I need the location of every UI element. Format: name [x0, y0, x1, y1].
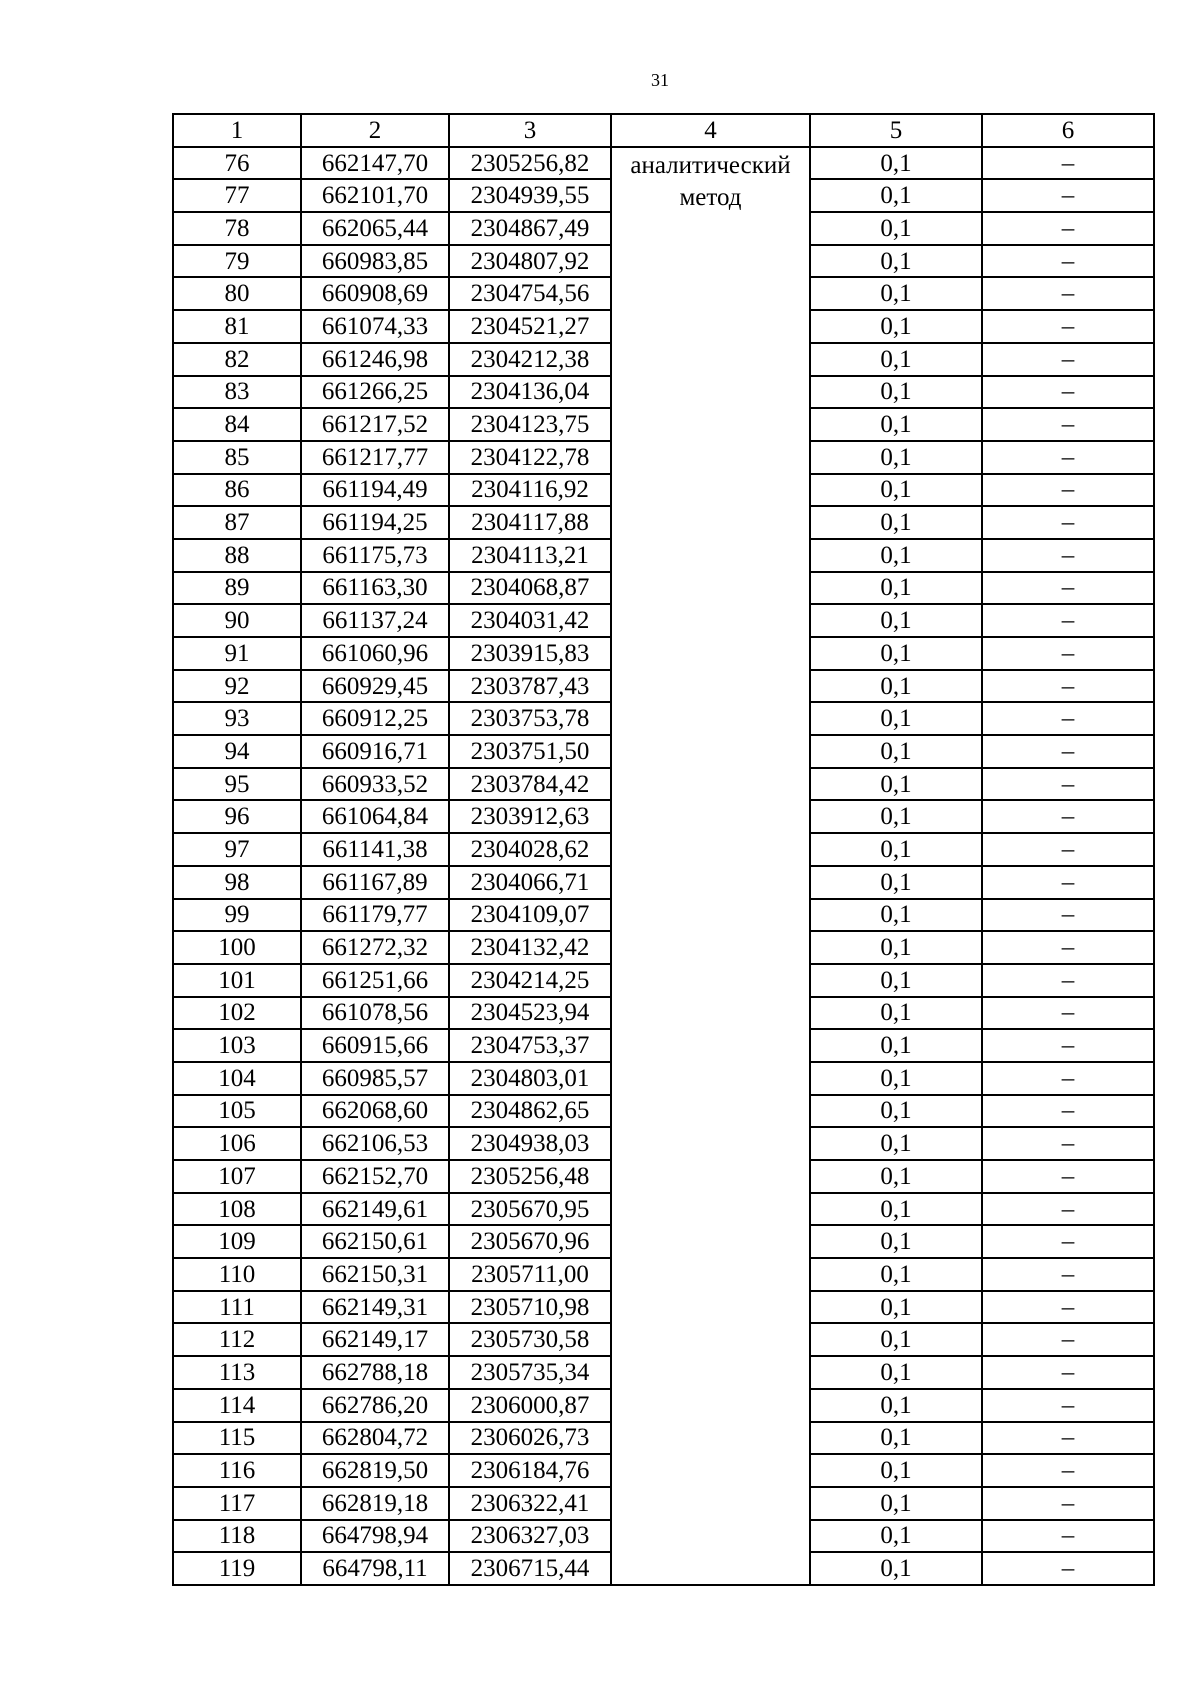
point-number-cell: 110 — [173, 1258, 301, 1291]
table-body — [173, 114, 1154, 1585]
note-cell: – — [982, 800, 1154, 833]
y-coordinate-cell: 2305711,00 — [449, 1258, 611, 1291]
accuracy-cell: 0,1 — [810, 1291, 982, 1324]
y-coordinate-cell: 2303915,83 — [449, 637, 611, 670]
y-coordinate-cell: 2304803,01 — [449, 1062, 611, 1095]
y-coordinate-cell: 2305735,34 — [449, 1356, 611, 1389]
x-coordinate-cell: 661246,98 — [301, 343, 449, 376]
x-coordinate-cell: 662150,61 — [301, 1225, 449, 1258]
point-number-cell: 81 — [173, 310, 301, 343]
y-coordinate-cell: 2304123,75 — [449, 408, 611, 441]
y-coordinate-cell: 2306184,76 — [449, 1454, 611, 1487]
accuracy-cell: 0,1 — [810, 474, 982, 507]
point-number-cell: 117 — [173, 1487, 301, 1520]
point-number-cell: 92 — [173, 670, 301, 703]
note-cell: – — [982, 997, 1154, 1030]
point-number-cell: 109 — [173, 1225, 301, 1258]
accuracy-cell: 0,1 — [810, 147, 982, 180]
y-coordinate-cell: 2303753,78 — [449, 702, 611, 735]
x-coordinate-cell: 661137,24 — [301, 604, 449, 637]
accuracy-cell: 0,1 — [810, 245, 982, 278]
page-number: 31 — [651, 70, 669, 90]
note-cell: – — [982, 702, 1154, 735]
y-coordinate-cell: 2305256,48 — [449, 1160, 611, 1193]
y-coordinate-cell: 2304066,71 — [449, 866, 611, 899]
accuracy-cell: 0,1 — [810, 964, 982, 997]
x-coordinate-cell: 661163,30 — [301, 572, 449, 605]
note-cell: – — [982, 1029, 1154, 1062]
y-coordinate-cell: 2304523,94 — [449, 997, 611, 1030]
y-coordinate-cell: 2304068,87 — [449, 572, 611, 605]
point-number-cell: 119 — [173, 1552, 301, 1585]
accuracy-cell: 0,1 — [810, 1258, 982, 1291]
note-cell: – — [982, 1062, 1154, 1095]
y-coordinate-cell: 2306000,87 — [449, 1389, 611, 1422]
y-coordinate-cell: 2304938,03 — [449, 1127, 611, 1160]
table-row — [173, 147, 1154, 180]
y-coordinate-cell: 2304136,04 — [449, 376, 611, 409]
note-cell: – — [982, 572, 1154, 605]
x-coordinate-cell: 662150,31 — [301, 1258, 449, 1291]
x-coordinate-cell: 661167,89 — [301, 866, 449, 899]
y-coordinate-cell: 2306322,41 — [449, 1487, 611, 1520]
note-cell: – — [982, 474, 1154, 507]
point-number-cell: 101 — [173, 964, 301, 997]
accuracy-cell: 0,1 — [810, 441, 982, 474]
x-coordinate-cell: 661194,25 — [301, 506, 449, 539]
point-number-cell: 111 — [173, 1291, 301, 1324]
accuracy-cell: 0,1 — [810, 1487, 982, 1520]
accuracy-cell: 0,1 — [810, 1095, 982, 1128]
accuracy-cell: 0,1 — [810, 604, 982, 637]
accuracy-cell: 0,1 — [810, 277, 982, 310]
point-number-cell: 113 — [173, 1356, 301, 1389]
note-cell: – — [982, 1291, 1154, 1324]
y-coordinate-cell: 2304122,78 — [449, 441, 611, 474]
point-number-cell: 95 — [173, 768, 301, 801]
note-cell: – — [982, 506, 1154, 539]
header-cell-2: 2 — [301, 114, 449, 147]
accuracy-cell: 0,1 — [810, 1552, 982, 1585]
x-coordinate-cell: 662149,17 — [301, 1323, 449, 1356]
x-coordinate-cell: 660915,66 — [301, 1029, 449, 1062]
y-coordinate-cell: 2305256,82 — [449, 147, 611, 180]
x-coordinate-cell: 662149,31 — [301, 1291, 449, 1324]
note-cell: – — [982, 1193, 1154, 1226]
point-number-cell: 94 — [173, 735, 301, 768]
point-number-cell: 112 — [173, 1323, 301, 1356]
y-coordinate-cell: 2304028,62 — [449, 833, 611, 866]
x-coordinate-cell: 660985,57 — [301, 1062, 449, 1095]
accuracy-cell: 0,1 — [810, 670, 982, 703]
note-cell: – — [982, 866, 1154, 899]
y-coordinate-cell: 2304939,55 — [449, 179, 611, 212]
y-coordinate-cell: 2304116,92 — [449, 474, 611, 507]
accuracy-cell: 0,1 — [810, 539, 982, 572]
point-number-cell: 115 — [173, 1422, 301, 1455]
accuracy-cell: 0,1 — [810, 1323, 982, 1356]
x-coordinate-cell: 664798,94 — [301, 1520, 449, 1553]
point-number-cell: 102 — [173, 997, 301, 1030]
x-coordinate-cell: 661272,32 — [301, 931, 449, 964]
point-number-cell: 80 — [173, 277, 301, 310]
header-cell-4: 4 — [611, 114, 810, 147]
point-number-cell: 91 — [173, 637, 301, 670]
note-cell: – — [982, 147, 1154, 180]
x-coordinate-cell: 664798,11 — [301, 1552, 449, 1585]
accuracy-cell: 0,1 — [810, 1029, 982, 1062]
x-coordinate-cell: 661194,49 — [301, 474, 449, 507]
method-cell: аналитический метод — [611, 147, 810, 1585]
accuracy-cell: 0,1 — [810, 408, 982, 441]
x-coordinate-cell: 662149,61 — [301, 1193, 449, 1226]
accuracy-cell: 0,1 — [810, 735, 982, 768]
y-coordinate-cell: 2304031,42 — [449, 604, 611, 637]
accuracy-cell: 0,1 — [810, 866, 982, 899]
x-coordinate-cell: 661217,77 — [301, 441, 449, 474]
accuracy-cell: 0,1 — [810, 1062, 982, 1095]
note-cell: – — [982, 1422, 1154, 1455]
x-coordinate-cell: 662068,60 — [301, 1095, 449, 1128]
y-coordinate-cell: 2306026,73 — [449, 1422, 611, 1455]
accuracy-cell: 0,1 — [810, 212, 982, 245]
header-cell-1: 1 — [173, 114, 301, 147]
x-coordinate-cell: 661179,77 — [301, 899, 449, 932]
y-coordinate-cell: 2303912,63 — [449, 800, 611, 833]
note-cell: – — [982, 245, 1154, 278]
point-number-cell: 87 — [173, 506, 301, 539]
note-cell: – — [982, 1225, 1154, 1258]
coordinates-table — [172, 113, 1155, 1586]
header-row — [173, 114, 1154, 147]
note-cell: – — [982, 376, 1154, 409]
point-number-cell: 105 — [173, 1095, 301, 1128]
note-cell: – — [982, 212, 1154, 245]
point-number-cell: 84 — [173, 408, 301, 441]
y-coordinate-cell: 2304132,42 — [449, 931, 611, 964]
x-coordinate-cell: 662101,70 — [301, 179, 449, 212]
accuracy-cell: 0,1 — [810, 1422, 982, 1455]
accuracy-cell: 0,1 — [810, 1454, 982, 1487]
x-coordinate-cell: 660916,71 — [301, 735, 449, 768]
x-coordinate-cell: 662152,70 — [301, 1160, 449, 1193]
point-number-cell: 96 — [173, 800, 301, 833]
x-coordinate-cell: 662819,18 — [301, 1487, 449, 1520]
point-number-cell: 98 — [173, 866, 301, 899]
accuracy-cell: 0,1 — [810, 310, 982, 343]
y-coordinate-cell: 2304109,07 — [449, 899, 611, 932]
note-cell: – — [982, 735, 1154, 768]
accuracy-cell: 0,1 — [810, 572, 982, 605]
point-number-cell: 100 — [173, 931, 301, 964]
y-coordinate-cell: 2304754,56 — [449, 277, 611, 310]
point-number-cell: 104 — [173, 1062, 301, 1095]
accuracy-cell: 0,1 — [810, 343, 982, 376]
note-cell: – — [982, 637, 1154, 670]
point-number-cell: 106 — [173, 1127, 301, 1160]
point-number-cell: 108 — [173, 1193, 301, 1226]
y-coordinate-cell: 2305710,98 — [449, 1291, 611, 1324]
accuracy-cell: 0,1 — [810, 1225, 982, 1258]
point-number-cell: 93 — [173, 702, 301, 735]
y-coordinate-cell: 2304862,65 — [449, 1095, 611, 1128]
point-number-cell: 90 — [173, 604, 301, 637]
accuracy-cell: 0,1 — [810, 1356, 982, 1389]
note-cell: – — [982, 539, 1154, 572]
x-coordinate-cell: 661060,96 — [301, 637, 449, 670]
y-coordinate-cell: 2303751,50 — [449, 735, 611, 768]
x-coordinate-cell: 661175,73 — [301, 539, 449, 572]
note-cell: – — [982, 604, 1154, 637]
note-cell: – — [982, 1520, 1154, 1553]
accuracy-cell: 0,1 — [810, 1127, 982, 1160]
point-number-cell: 89 — [173, 572, 301, 605]
y-coordinate-cell: 2306327,03 — [449, 1520, 611, 1553]
point-number-cell: 78 — [173, 212, 301, 245]
note-cell: – — [982, 1095, 1154, 1128]
x-coordinate-cell: 662147,70 — [301, 147, 449, 180]
x-coordinate-cell: 660929,45 — [301, 670, 449, 703]
point-number-cell: 82 — [173, 343, 301, 376]
x-coordinate-cell: 661217,52 — [301, 408, 449, 441]
point-number-cell: 79 — [173, 245, 301, 278]
x-coordinate-cell: 662106,53 — [301, 1127, 449, 1160]
header-cell-6: 6 — [982, 114, 1154, 147]
point-number-cell: 116 — [173, 1454, 301, 1487]
x-coordinate-cell: 662065,44 — [301, 212, 449, 245]
accuracy-cell: 0,1 — [810, 376, 982, 409]
y-coordinate-cell: 2305670,95 — [449, 1193, 611, 1226]
note-cell: – — [982, 964, 1154, 997]
accuracy-cell: 0,1 — [810, 1193, 982, 1226]
accuracy-cell: 0,1 — [810, 1389, 982, 1422]
accuracy-cell: 0,1 — [810, 997, 982, 1030]
point-number-cell: 86 — [173, 474, 301, 507]
note-cell: – — [982, 1160, 1154, 1193]
point-number-cell: 83 — [173, 376, 301, 409]
y-coordinate-cell: 2305730,58 — [449, 1323, 611, 1356]
y-coordinate-cell: 2304807,92 — [449, 245, 611, 278]
accuracy-cell: 0,1 — [810, 800, 982, 833]
accuracy-cell: 0,1 — [810, 931, 982, 964]
note-cell: – — [982, 1127, 1154, 1160]
accuracy-cell: 0,1 — [810, 1520, 982, 1553]
y-coordinate-cell: 2306715,44 — [449, 1552, 611, 1585]
point-number-cell: 103 — [173, 1029, 301, 1062]
note-cell: – — [982, 1552, 1154, 1585]
x-coordinate-cell: 662788,18 — [301, 1356, 449, 1389]
y-coordinate-cell: 2304867,49 — [449, 212, 611, 245]
accuracy-cell: 0,1 — [810, 179, 982, 212]
x-coordinate-cell: 662786,20 — [301, 1389, 449, 1422]
point-number-cell: 97 — [173, 833, 301, 866]
x-coordinate-cell: 661074,33 — [301, 310, 449, 343]
x-coordinate-cell: 662804,72 — [301, 1422, 449, 1455]
note-cell: – — [982, 1487, 1154, 1520]
y-coordinate-cell: 2305670,96 — [449, 1225, 611, 1258]
accuracy-cell: 0,1 — [810, 768, 982, 801]
point-number-cell: 85 — [173, 441, 301, 474]
note-cell: – — [982, 670, 1154, 703]
accuracy-cell: 0,1 — [810, 1160, 982, 1193]
y-coordinate-cell: 2304117,88 — [449, 506, 611, 539]
y-coordinate-cell: 2303784,42 — [449, 768, 611, 801]
accuracy-cell: 0,1 — [810, 506, 982, 539]
point-number-cell: 114 — [173, 1389, 301, 1422]
point-number-cell: 99 — [173, 899, 301, 932]
point-number-cell: 118 — [173, 1520, 301, 1553]
point-number-cell: 88 — [173, 539, 301, 572]
note-cell: – — [982, 1323, 1154, 1356]
x-coordinate-cell: 662819,50 — [301, 1454, 449, 1487]
y-coordinate-cell: 2304212,38 — [449, 343, 611, 376]
note-cell: – — [982, 179, 1154, 212]
note-cell: – — [982, 768, 1154, 801]
x-coordinate-cell: 661266,25 — [301, 376, 449, 409]
point-number-cell: 107 — [173, 1160, 301, 1193]
note-cell: – — [982, 441, 1154, 474]
x-coordinate-cell: 661078,56 — [301, 997, 449, 1030]
y-coordinate-cell: 2304753,37 — [449, 1029, 611, 1062]
accuracy-cell: 0,1 — [810, 833, 982, 866]
header-cell-5: 5 — [810, 114, 982, 147]
y-coordinate-cell: 2303787,43 — [449, 670, 611, 703]
header-cell-3: 3 — [449, 114, 611, 147]
note-cell: – — [982, 343, 1154, 376]
note-cell: – — [982, 1258, 1154, 1291]
x-coordinate-cell: 661064,84 — [301, 800, 449, 833]
accuracy-cell: 0,1 — [810, 637, 982, 670]
note-cell: – — [982, 310, 1154, 343]
note-cell: – — [982, 277, 1154, 310]
y-coordinate-cell: 2304113,21 — [449, 539, 611, 572]
x-coordinate-cell: 661141,38 — [301, 833, 449, 866]
note-cell: – — [982, 899, 1154, 932]
accuracy-cell: 0,1 — [810, 702, 982, 735]
accuracy-cell: 0,1 — [810, 899, 982, 932]
x-coordinate-cell: 660908,69 — [301, 277, 449, 310]
y-coordinate-cell: 2304521,27 — [449, 310, 611, 343]
note-cell: – — [982, 1356, 1154, 1389]
x-coordinate-cell: 660983,85 — [301, 245, 449, 278]
x-coordinate-cell: 660912,25 — [301, 702, 449, 735]
note-cell: – — [982, 833, 1154, 866]
note-cell: – — [982, 1454, 1154, 1487]
note-cell: – — [982, 1389, 1154, 1422]
x-coordinate-cell: 660933,52 — [301, 768, 449, 801]
note-cell: – — [982, 408, 1154, 441]
note-cell: – — [982, 931, 1154, 964]
point-number-cell: 77 — [173, 179, 301, 212]
x-coordinate-cell: 661251,66 — [301, 964, 449, 997]
y-coordinate-cell: 2304214,25 — [449, 964, 611, 997]
point-number-cell: 76 — [173, 147, 301, 180]
